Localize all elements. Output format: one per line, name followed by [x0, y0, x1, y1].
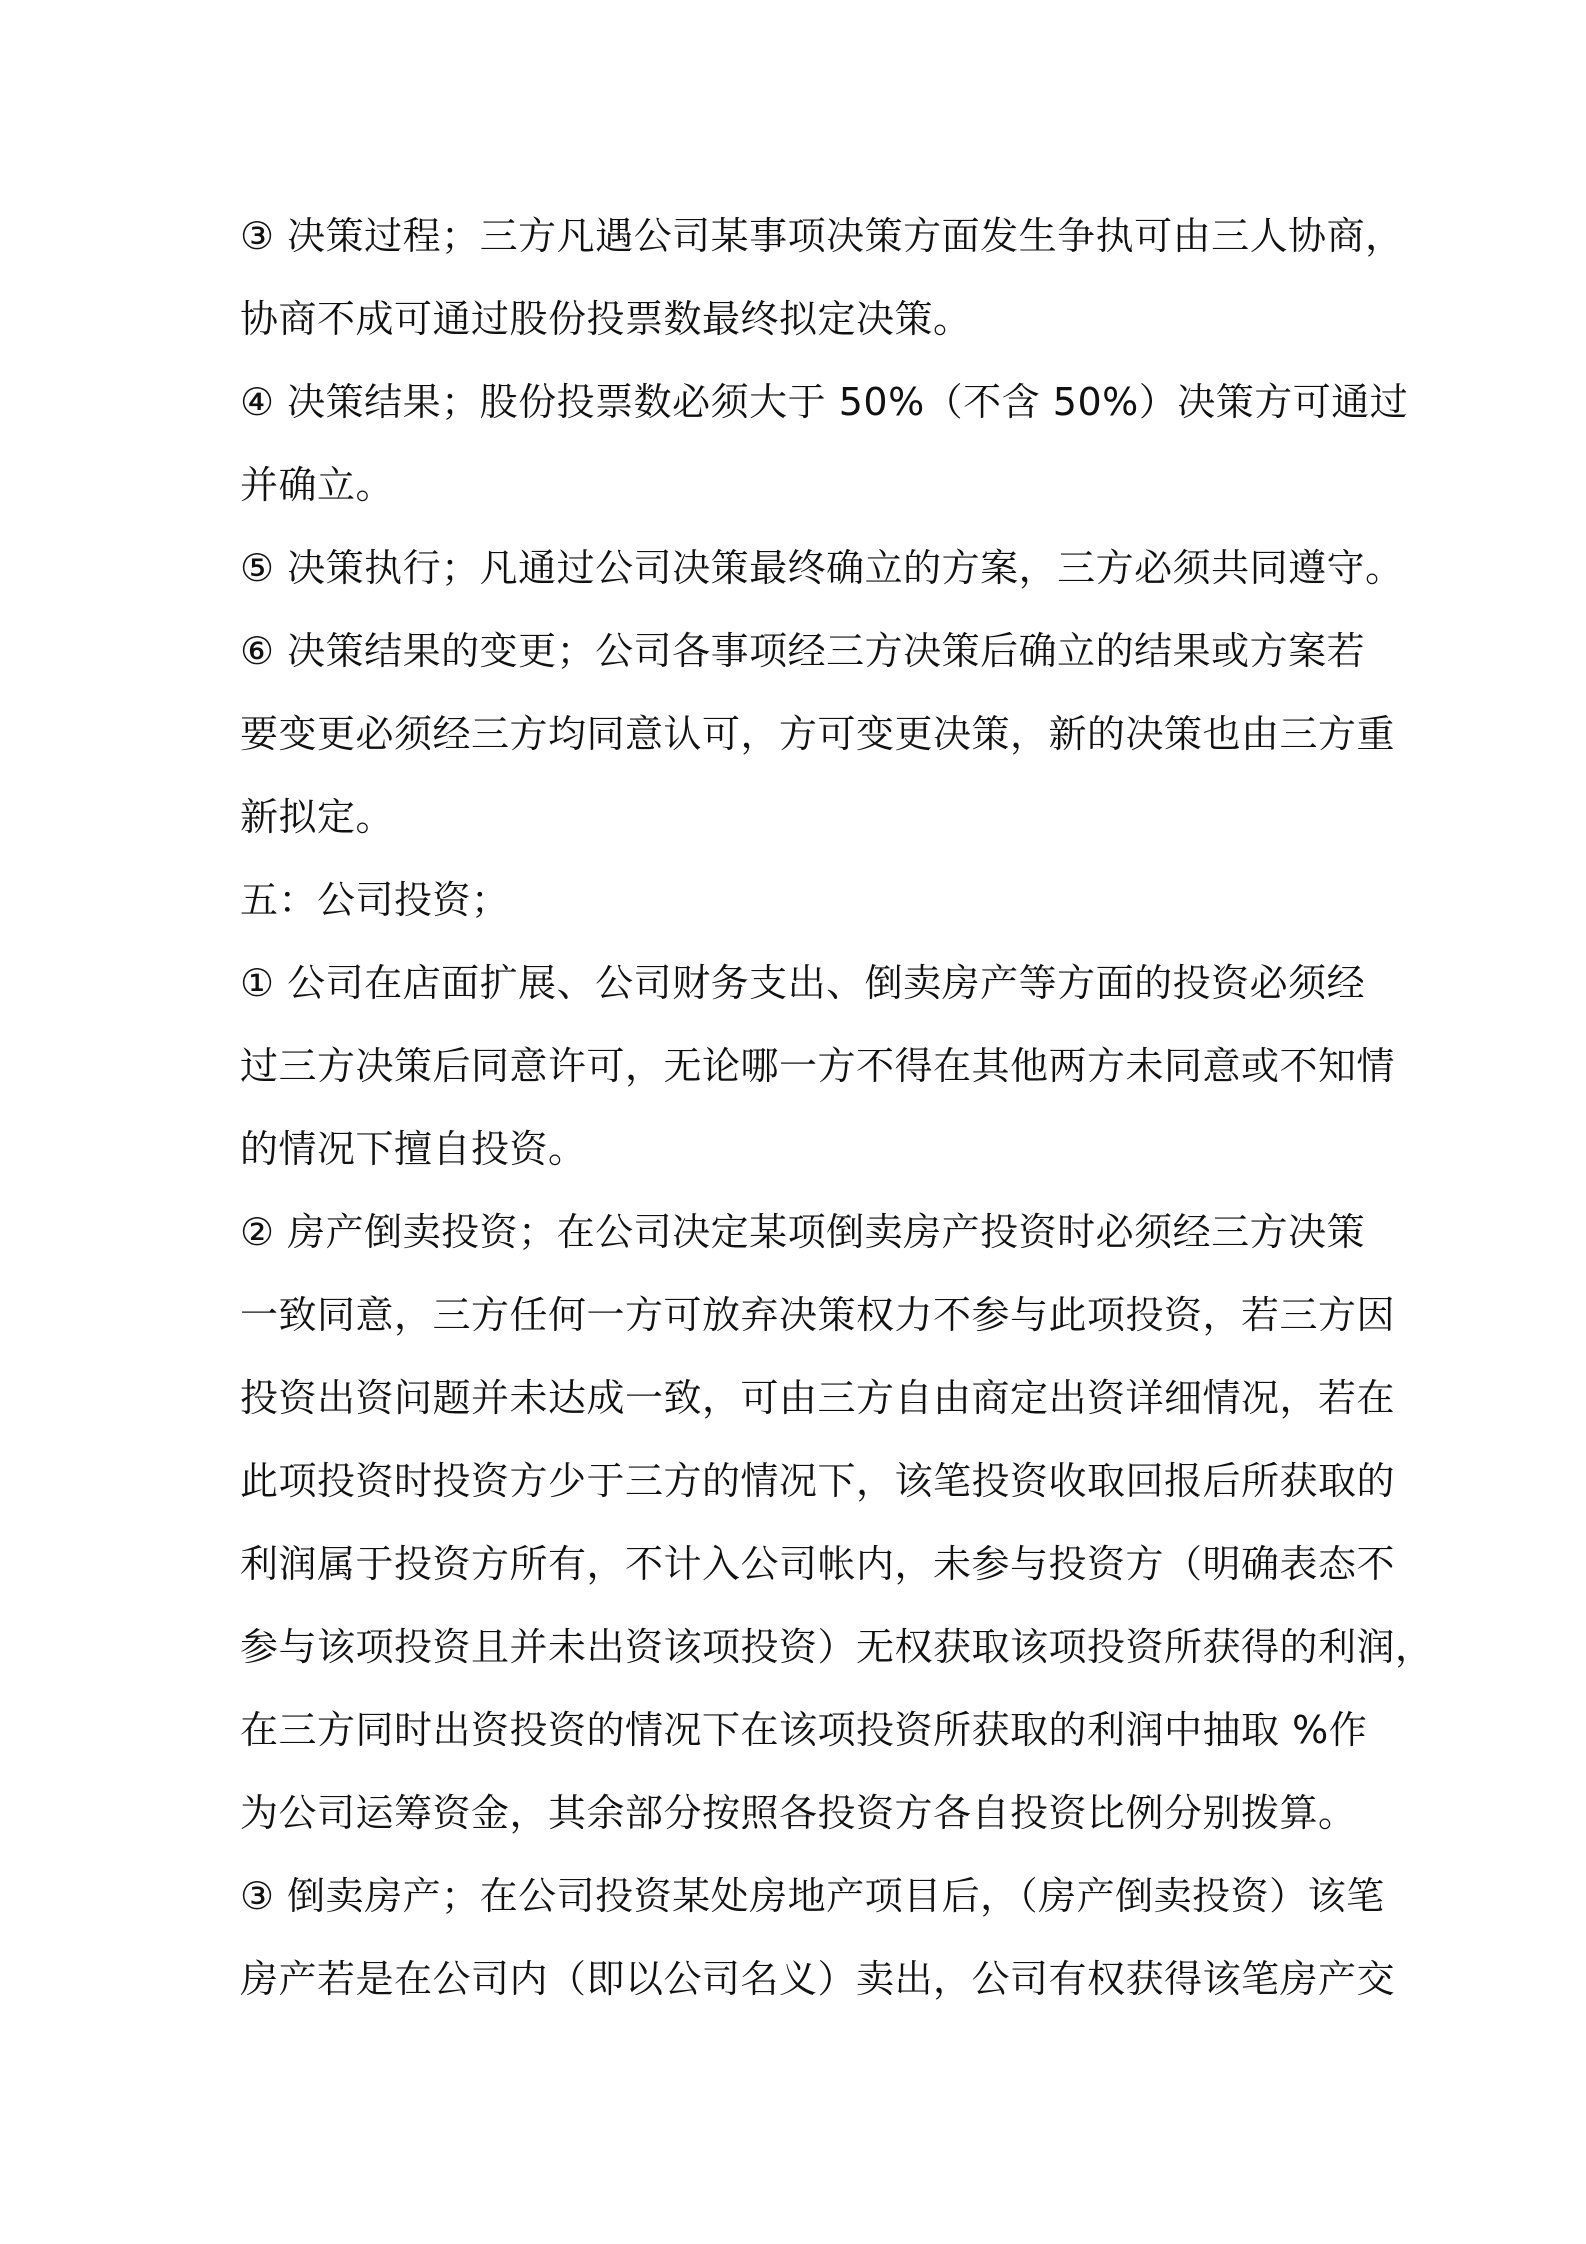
text-line: 协商不成可通过股份投票数最终拟定决策。 — [240, 297, 972, 341]
text-line: ① 公司在店面扩展、公司财务支出、倒卖房产等方面的投资必须经 — [240, 961, 1366, 1005]
text-line: 的情况下擅自投资。 — [240, 1127, 587, 1171]
text-line: ③ 决策过程；三方凡遇公司某事项决策方面发生争执可由三人协商， — [240, 214, 1404, 258]
text-line: ⑤ 决策执行；凡通过公司决策最终确立的方案，三方必须共同遵守。 — [240, 546, 1404, 590]
text-line: 一致同意，三方任何一方可放弃决策权力不参与此项投资，若三方因 — [240, 1293, 1396, 1337]
text-line: 此项投资时投资方少于三方的情况下，该笔投资收取回报后所获取的 — [240, 1459, 1396, 1503]
text-line: 参与该项投资且并未出资该项投资）无权获取该项投资所获得的利润， — [240, 1625, 1434, 1669]
section-heading: 五：公司投资； — [240, 878, 510, 922]
text-line: 房产若是在公司内（即以公司名义）卖出，公司有权获得该笔房产交 — [240, 1957, 1396, 2001]
text-line: ③ 倒卖房产；在公司投资某处房地产项目后，（房产倒卖投资）该笔 — [240, 1874, 1385, 1918]
text-line: 并确立。 — [240, 463, 395, 507]
text-line: 利润属于投资方所有，不计入公司帐内，未参与投资方（明确表态不 — [240, 1542, 1396, 1586]
text-line: 过三方决策后同意许可，无论哪一方不得在其他两方未同意或不知情 — [240, 1044, 1396, 1088]
text-line: 要变更必须经三方均同意认可，方可变更决策，新的决策也由三方重 — [240, 712, 1396, 756]
text-line: 新拟定。 — [240, 795, 395, 839]
text-line: ④ 决策结果；股份投票数必须大于 50%（不含 50%）决策方可通过 — [240, 380, 1409, 424]
text-line: 投资出资问题并未达成一致，可由三方自由商定出资详细情况，若在 — [240, 1376, 1396, 1420]
text-line: ⑥ 决策结果的变更；公司各事项经三方决策后确立的结果或方案若 — [240, 629, 1366, 673]
text-line: 在三方同时出资投资的情况下在该项投资所获取的利润中抽取 %作 — [240, 1708, 1368, 1752]
text-line: ② 房产倒卖投资；在公司决定某项倒卖房产投资时必须经三方决策 — [240, 1210, 1366, 1254]
text-line: 为公司运筹资金，其余部分按照各投资方各自投资比例分别拨算。 — [240, 1791, 1357, 1835]
document-body — [240, 195, 1434, 2021]
